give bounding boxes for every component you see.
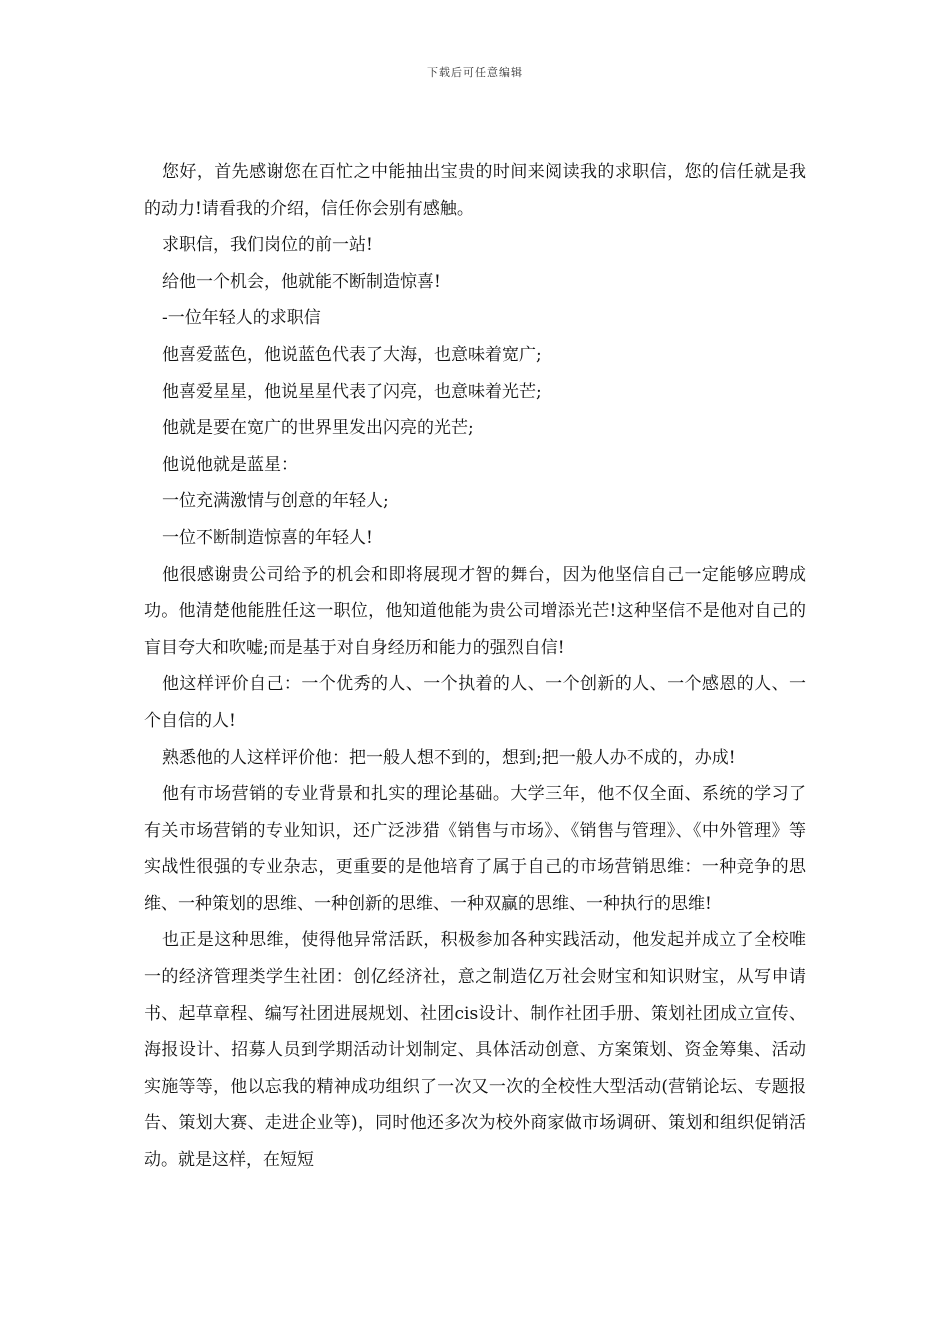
paragraph-body: 也正是这种思维，使得他异常活跃，积极参加各种实践活动，他发起并成立了全校唯一的经济管理类学生社团：创亿经济社，意之制造亿万社会财宝和知识财宝，从写申请书、起草章程、编写社团进展规划、社团cis设计、制作社团手册、策划社团成立宣传、海报设计、招募人员到学期活动计划制定、具体活动创意、方案策划、资金筹集、活动实施等等，他以忘我的精神成功组织了一次又一次的全校性大型活动(营销论坛、专题报告、策划大赛、走进企业等)，同时他还多次为校外商家做市场调研、策划和组织促销活动。就是这样，在短短	[144, 930, 806, 1171]
paragraph-subtitle: -一位年轻人的求职信	[162, 308, 321, 329]
paragraph-line: 一位充满激情与创意的年轻人;	[162, 491, 389, 512]
paragraph-body: 他很感谢贵公司给予的机会和即将展现才智的舞台，因为他坚信自己一定能够应聘成功。他清楚他能胜任这一职位，他知道他能为贵公司增添光芒!这种坚信不是他对自己的盲目夸大和吹嘘;而是基于对自身经历和能力的强烈自信!	[144, 564, 806, 658]
paragraph-line: 一位不断制造惊喜的年轻人!	[162, 527, 373, 548]
letter-body	[144, 154, 806, 1179]
paragraph-greeting: 您好，首先感谢您在百忙之中能抽出宝贵的时间来阅读我的求职信，您的信任就是我的动力!请看我的介绍，信任你会别有感触。	[144, 162, 806, 219]
paragraph-line: 他喜爱星星，他说星星代表了闪亮，也意味着光芒;	[162, 381, 542, 402]
paragraph-body: 他有市场营销的专业背景和扎实的理论基础。大学三年，他不仅全面、系统的学习了有关市场营销的专业知识，还广泛涉猎《销售与市场》、《销售与管理》、《中外管理》等实战性很强的专业杂志，更重要的是他培育了属于自己的市场营销思维：一种竞争的思维、一种策划的思维、一种创新的思维、一种双赢的思维、一种执行的思维!	[144, 784, 806, 914]
paragraph-line: 他说他就是蓝星：	[162, 454, 298, 475]
paragraph-line: 他就是要在宽广的世界里发出闪亮的光芒;	[162, 418, 474, 439]
paragraph-body: 熟悉他的人这样评价他：把一般人想不到的，想到;把一般人办不成的，办成!	[162, 747, 736, 768]
paragraph-line: 他喜爱蓝色，他说蓝色代表了大海，也意味着宽广;	[162, 344, 542, 365]
page-header-note: 下载后可任意编辑	[427, 66, 523, 79]
paragraph-line: 求职信，我们岗位的前一站!	[162, 235, 373, 256]
paragraph-body: 他这样评价自己：一个优秀的人、一个执着的人、一个创新的人、一个感恩的人、一个自信的人!	[144, 674, 806, 731]
paragraph-line: 给他一个机会，他就能不断制造惊喜!	[162, 271, 441, 292]
